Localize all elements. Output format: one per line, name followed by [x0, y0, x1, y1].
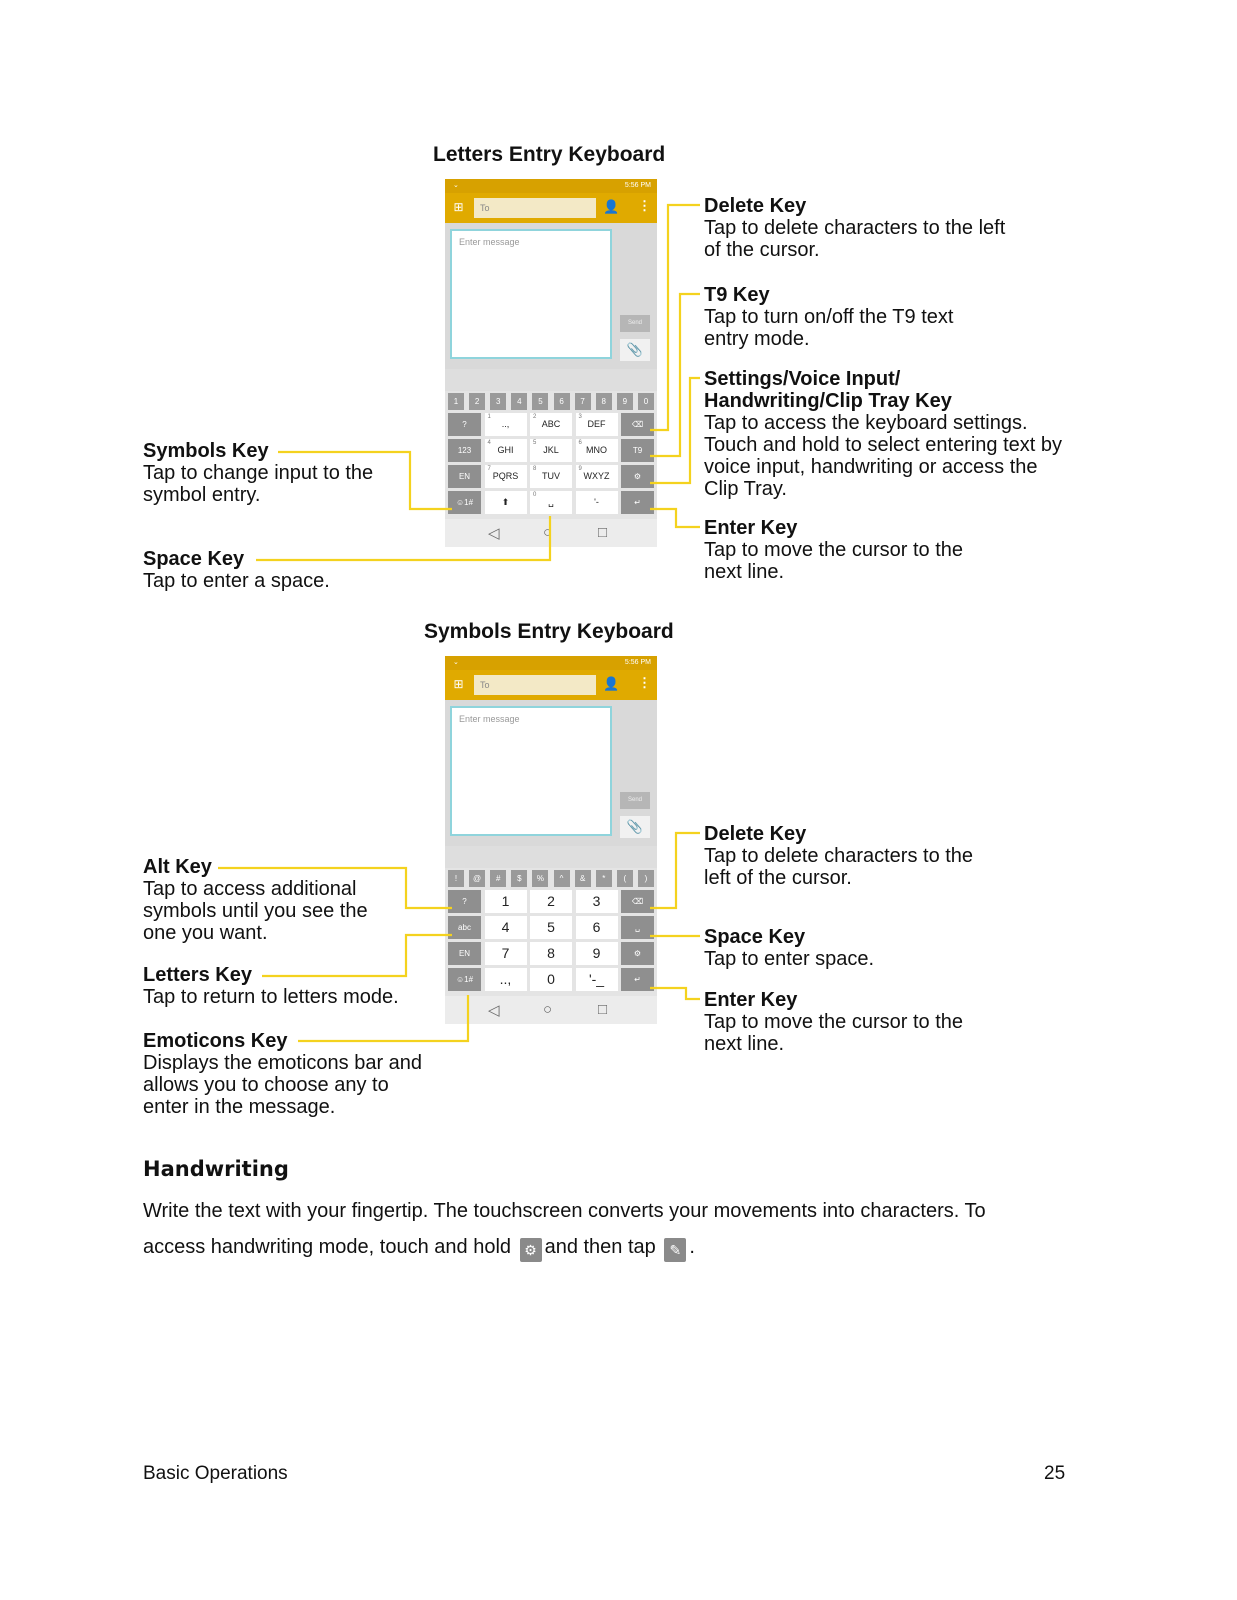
key[interactable]: & — [575, 870, 591, 887]
key[interactable]: @ — [469, 870, 485, 887]
callout-body: Tap to delete characters to the left of the cursor. — [704, 845, 974, 889]
key-secondary-label: 7 — [487, 466, 491, 472]
key[interactable]: 2 — [530, 890, 572, 913]
status-time: 5:56 PM — [624, 659, 651, 666]
callout-heading: Delete Key — [704, 195, 807, 217]
key[interactable]: 0 — [638, 393, 654, 410]
callout-body: Tap to change input to the symbol entry. — [143, 462, 374, 506]
more-icon[interactable]: ⋮ — [638, 198, 651, 213]
key[interactable]: 1 — [485, 890, 527, 913]
page-number: 25 — [1044, 1463, 1066, 1484]
key-secondary-label: 5 — [533, 440, 537, 446]
paragraph-text: Write the text with your fingertip. The touchscreen converts your movements into characters. To access handwriting mode, touch and hold — [143, 1200, 986, 1258]
key[interactable]: ␣ 0 — [530, 491, 572, 514]
keyboard — [445, 868, 657, 996]
key-secondary-label: 2 — [533, 414, 537, 420]
key[interactable]: 4 — [511, 393, 527, 410]
key[interactable]: JKL 5 — [530, 439, 572, 462]
callout-heading: Enter Key — [704, 517, 798, 539]
key[interactable]: ! — [448, 870, 464, 887]
key[interactable]: ⌫ — [621, 890, 654, 913]
key[interactable]: * — [596, 870, 612, 887]
callout-body: Tap to move the cursor to the next line. — [704, 1011, 964, 1055]
key[interactable]: ? — [448, 890, 481, 913]
callout-enter-key — [704, 989, 1004, 1055]
callout-enter-key — [704, 517, 1004, 583]
status-bar — [445, 179, 657, 193]
callout-body: Tap to enter space. — [704, 948, 875, 970]
send-button[interactable]: Send — [620, 315, 650, 332]
key-secondary-label: 6 — [578, 440, 582, 446]
suggestion-bar — [445, 369, 657, 391]
key[interactable]: ⚙ — [621, 942, 654, 965]
recents-icon[interactable]: □ — [598, 1001, 608, 1018]
key[interactable]: ) — [638, 870, 654, 887]
key[interactable]: GHI 4 — [485, 439, 527, 462]
callout-heading: Letters Key — [143, 964, 252, 986]
key[interactable]: ^ — [554, 870, 570, 887]
phone-screenshot-letters — [445, 179, 657, 547]
key[interactable]: ( — [617, 870, 633, 887]
callout-symbols-key — [143, 440, 403, 506]
key[interactable]: 8 — [596, 393, 612, 410]
key[interactable]: 9 — [617, 393, 633, 410]
gear-icon: ⚙ — [520, 1238, 542, 1262]
section-paragraph — [143, 1193, 1043, 1265]
key[interactable]: PQRS 7 — [485, 465, 527, 488]
key[interactable]: '-_ — [576, 968, 618, 991]
callout-settings-key — [704, 368, 1069, 500]
key[interactable]: ⬆ — [485, 491, 527, 514]
key-secondary-label: 3 — [578, 414, 582, 420]
callout-heading: Enter Key — [704, 989, 798, 1011]
contact-icon[interactable]: 👤 — [603, 676, 620, 691]
callout-alt-key — [143, 856, 393, 944]
back-icon[interactable]: ◁ — [488, 1002, 500, 1019]
callout-delete-key — [704, 195, 1024, 261]
notification-icon: ⌄ — [453, 659, 459, 666]
key[interactable]: EN — [448, 942, 481, 965]
key[interactable]: ☺1# — [448, 491, 481, 514]
callout-heading: Settings/Voice Input/ Handwriting/Clip Tray Key — [704, 368, 952, 412]
key[interactable]: 6 — [576, 916, 618, 939]
callout-body: Tap to access the keyboard settings. Touch and hold to select entering text by voice input, handwriting or access the Clip Tray. — [704, 412, 1063, 500]
key[interactable]: 5 — [530, 916, 572, 939]
key[interactable]: ☺1# — [448, 968, 481, 991]
key[interactable]: DEF 3 — [576, 413, 618, 436]
recipient-input[interactable]: To — [474, 198, 596, 218]
key-secondary-label: 4 — [487, 440, 491, 446]
number-row — [448, 870, 654, 887]
grid-icon[interactable]: ⊞ — [453, 200, 464, 214]
key[interactable]: 123 — [448, 439, 481, 462]
number-row — [448, 393, 654, 410]
key[interactable]: 7 — [485, 942, 527, 965]
key[interactable]: 6 — [554, 393, 570, 410]
key[interactable]: ↵ — [621, 491, 654, 514]
callout-t9-key — [704, 284, 994, 350]
key[interactable]: '- — [576, 491, 618, 514]
notification-icon: ⌄ — [453, 182, 459, 189]
key-secondary-label: 1 — [487, 414, 491, 420]
section-heading: Handwriting — [143, 1157, 289, 1181]
callout-body: Displays the emoticons bar and allows you to choose any to enter in the message. — [143, 1052, 423, 1118]
callout-body: Tap to access additional symbols until you see the one you want. — [143, 878, 368, 944]
key[interactable]: # — [490, 870, 506, 887]
key-row — [448, 916, 654, 939]
figure-title-letters: Letters Entry Keyboard — [433, 143, 666, 166]
callout-heading: Alt Key — [143, 856, 212, 878]
key[interactable]: ? — [448, 413, 481, 436]
paragraph-text: and then tap — [544, 1236, 656, 1258]
key[interactable]: ↵ — [621, 968, 654, 991]
grid-icon[interactable]: ⊞ — [453, 677, 464, 691]
key-row — [448, 968, 654, 991]
key-row — [448, 890, 654, 913]
key[interactable]: WXYZ 9 — [576, 465, 618, 488]
paragraph-text: . — [689, 1236, 695, 1258]
key[interactable]: 0 — [530, 968, 572, 991]
callout-body: Tap to turn on/off the T9 text entry mode. — [704, 306, 954, 350]
app-bar — [445, 193, 657, 223]
status-time: 5:56 PM — [624, 182, 651, 189]
navigation-bar — [445, 996, 657, 1024]
compose-area — [445, 223, 657, 369]
footer-section-name: Basic Operations — [143, 1463, 288, 1484]
recents-icon[interactable]: □ — [598, 524, 608, 541]
key[interactable]: 2 — [469, 393, 485, 410]
key-secondary-label: 9 — [578, 466, 582, 472]
callout-letters-key — [143, 964, 413, 1008]
key[interactable]: % — [532, 870, 548, 887]
key[interactable]: abc — [448, 916, 481, 939]
callout-delete-key — [704, 823, 1004, 889]
app-bar — [445, 670, 657, 700]
key[interactable]: .., 1 — [485, 413, 527, 436]
key-secondary-label: 8 — [533, 466, 537, 472]
key[interactable]: MNO 6 — [576, 439, 618, 462]
send-button[interactable]: Send — [620, 792, 650, 809]
callout-body: Tap to enter a space. — [143, 570, 330, 592]
home-icon[interactable]: ○ — [543, 524, 553, 541]
message-input[interactable]: Enter message — [450, 706, 612, 836]
home-icon[interactable]: ○ — [543, 1001, 553, 1018]
keyboard — [445, 391, 657, 519]
key[interactable]: .., — [485, 968, 527, 991]
back-icon[interactable]: ◁ — [488, 525, 500, 542]
paperclip-icon[interactable]: 📎 — [620, 339, 650, 361]
key[interactable]: 3 — [490, 393, 506, 410]
callout-emoticons-key — [143, 1030, 433, 1118]
contact-icon[interactable]: 👤 — [603, 199, 620, 214]
key-row — [448, 439, 654, 462]
callout-body: Tap to move the cursor to the next line. — [704, 539, 964, 583]
key[interactable]: TUV 8 — [530, 465, 572, 488]
callout-heading: T9 Key — [704, 284, 770, 306]
callout-heading: Delete Key — [704, 823, 807, 845]
key[interactable]: 8 — [530, 942, 572, 965]
key-row — [448, 465, 654, 488]
navigation-bar — [445, 519, 657, 547]
callout-body: Tap to return to letters mode. — [143, 986, 399, 1008]
callout-heading: Symbols Key — [143, 440, 269, 462]
callout-space-key — [704, 926, 1004, 970]
phone-screenshot-symbols — [445, 656, 657, 1024]
compose-area — [445, 700, 657, 846]
key[interactable]: 1 — [448, 393, 464, 410]
callout-space-key — [143, 548, 403, 592]
more-icon[interactable]: ⋮ — [638, 675, 651, 690]
key-row — [448, 491, 654, 514]
suggestion-bar — [445, 846, 657, 868]
paperclip-icon[interactable]: 📎 — [620, 816, 650, 838]
callout-body: Tap to delete characters to the left of the cursor. — [704, 217, 1006, 261]
key-secondary-label: 0 — [533, 492, 537, 498]
message-input[interactable]: Enter message — [450, 229, 612, 359]
key[interactable]: T9 — [621, 439, 654, 462]
pencil-icon: ✎ — [664, 1238, 686, 1262]
callout-heading: Emoticons Key — [143, 1030, 288, 1052]
key-row — [448, 413, 654, 436]
key[interactable]: $ — [511, 870, 527, 887]
key[interactable]: 3 — [576, 890, 618, 913]
recipient-input[interactable]: To — [474, 675, 596, 695]
callout-heading: Space Key — [143, 548, 245, 570]
key-row — [448, 942, 654, 965]
callout-heading: Space Key — [704, 926, 806, 948]
status-bar — [445, 656, 657, 670]
key[interactable]: 4 — [485, 916, 527, 939]
key[interactable]: 5 — [532, 393, 548, 410]
key[interactable]: 9 — [576, 942, 618, 965]
key[interactable]: 7 — [575, 393, 591, 410]
key[interactable]: EN — [448, 465, 481, 488]
key[interactable]: ABC 2 — [530, 413, 572, 436]
key[interactable]: ␣ — [621, 916, 654, 939]
key[interactable]: ⌫ — [621, 413, 654, 436]
key[interactable]: ⚙ — [621, 465, 654, 488]
figure-title-symbols: Symbols Entry Keyboard — [424, 620, 674, 643]
